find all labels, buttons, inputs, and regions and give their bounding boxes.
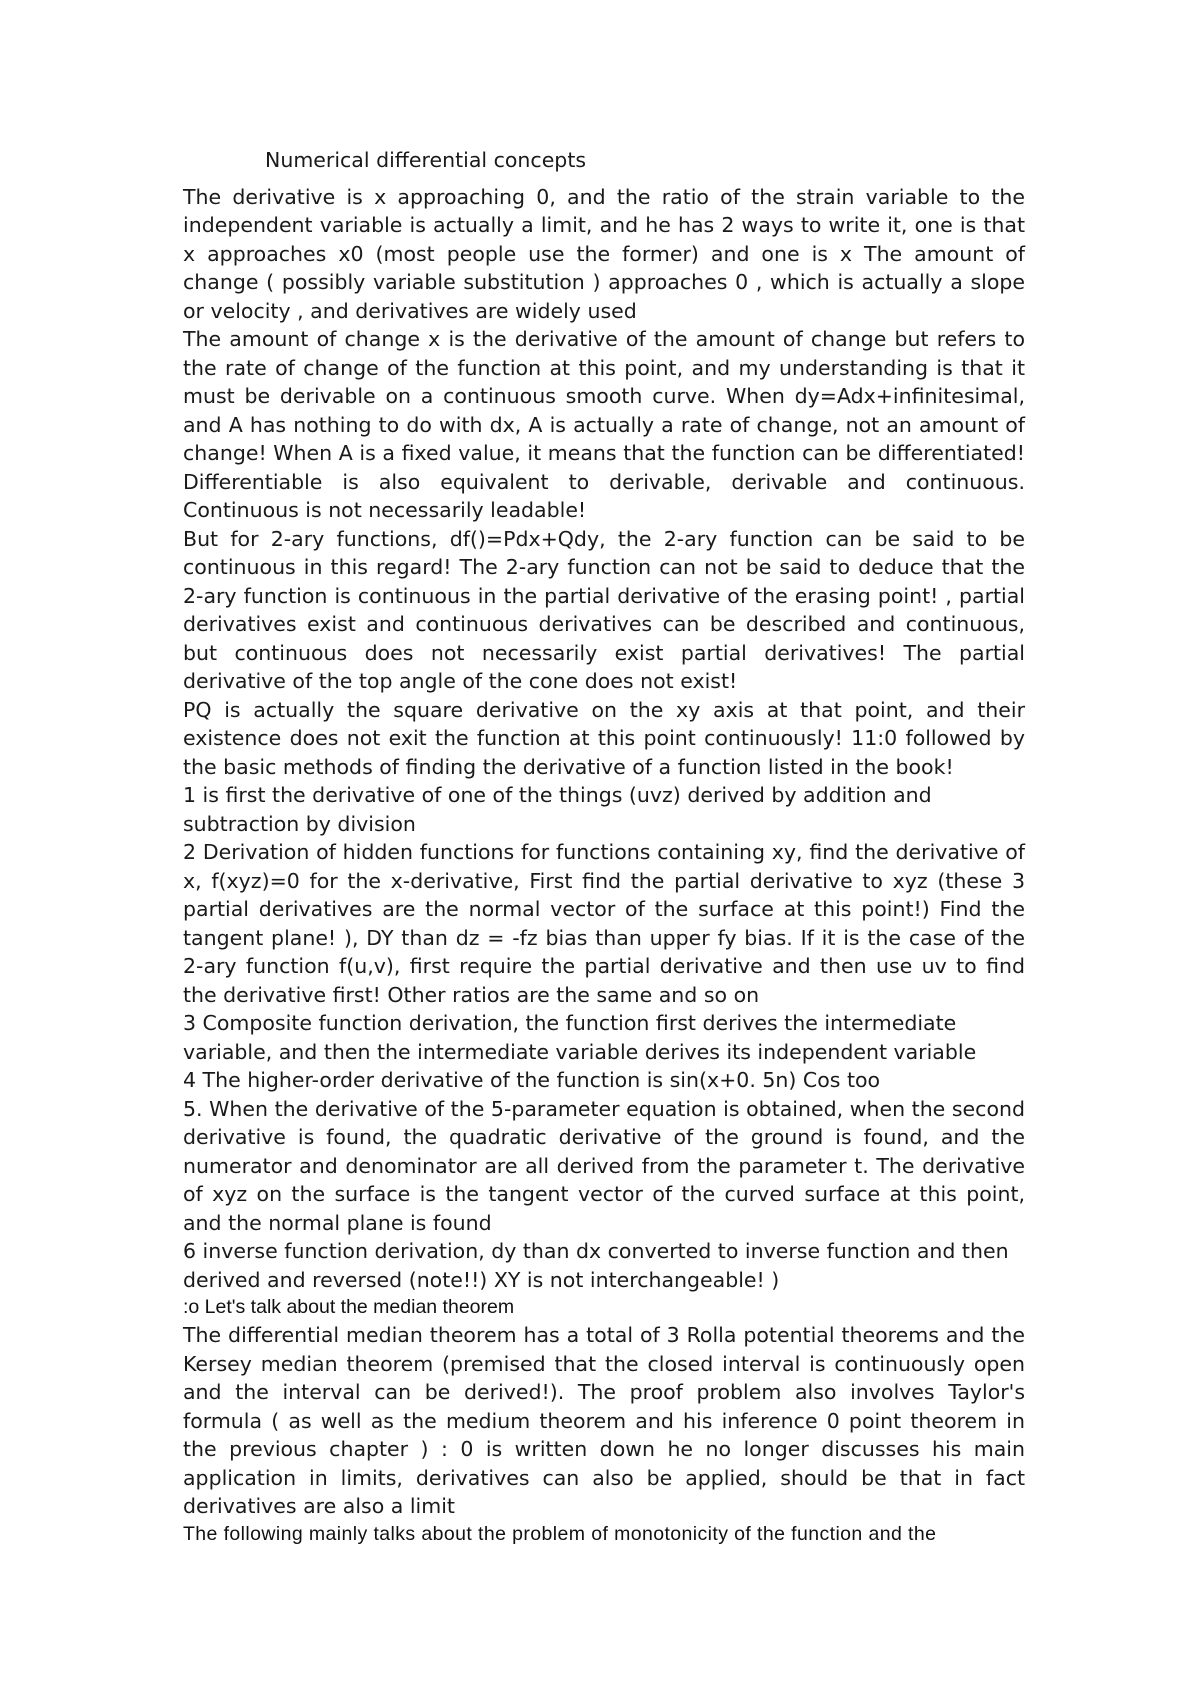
paragraph-item-3: 3 Composite function derivation, the function first derives the intermediate variable, and then the intermediate variable derives its independent variable bbox=[183, 1011, 977, 1064]
paragraph-amount-of-change: The amount of change x is the derivative of the amount of change but refers to the rate of change of the function at this point, and my understanding is that it must be derivable on a continuous smooth curve. When dy=Adx+infinitesimal, and A has nothing to do with dx, A is actually a rate of change, not an amount of change! When A is a fixed value, it means that the function can be differentiated! Differentiable is also equivalent to derivable, derivable and continuous. Continuous is not necessarily leadable! bbox=[183, 327, 1025, 522]
paragraph-monotonicity: The following mainly talks about the problem of monotonicity of the function and the bbox=[183, 1522, 937, 1545]
paragraph-item-2: 2 Derivation of hidden functions for functions containing xy, find the derivative of x, f(xyz)=0 for the x-derivative, First find the partial derivative to xyz (these 3 partial derivatives are the normal vector of the surface at this point!) Find the tangent plane! ), DY than dz = -fz bias than upper fy bias. If it is the case of the 2-ary function f(u,v), first require the partial derivative and then use uv to find the derivative first! Other ratios are the same and so on bbox=[183, 840, 1025, 1007]
paragraph-item-4: 4 The higher-order derivative of the function is sin(x+0. 5n) Cos too bbox=[183, 1068, 881, 1092]
paragraph-item-6: 6 inverse function derivation, dy than dx converted to inverse function and then derived and reversed (note!!) XY is not interchangeable! ) bbox=[183, 1239, 1009, 1292]
paragraph-item-5: 5. When the derivative of the 5-parameter equation is obtained, when the second derivative is found, the quadratic derivative of the ground is found, and the numerator and denominator are all derived from the parameter t. The derivative of xyz on the surface is the tangent vector of the curved surface at this point, and the normal plane is found bbox=[183, 1096, 1025, 1235]
document-body bbox=[183, 146, 1025, 1548]
paragraph-median-theorem-heading: :o Let's talk about the median theorem bbox=[183, 1296, 515, 1318]
document-title: Numerical differential concepts bbox=[265, 148, 587, 172]
paragraph-pq-partial: PQ is actually the square derivative on the xy axis at that point, and their existence does not exit the function at this point continuously! 11:0 followed by the basic methods of finding the derivative of a function listed in the book! bbox=[183, 697, 1025, 779]
paragraph-derivative-definition: The derivative is x approaching 0, and the ratio of the strain variable to the independent variable is actually a limit, and he has 2 ways to write it, one is that x approaches x0 (most people use the former) and one is x The amount of change ( possibly variable substitution ) approaches 0 , which is actually a slope or velocity , and derivatives are widely used bbox=[183, 184, 1025, 323]
paragraph-item-1: 1 is first the derivative of one of the things (uvz) derived by addition and subtraction by division bbox=[183, 783, 932, 836]
paragraph-two-ary-functions: But for 2-ary functions, df()=Pdx+Qdy, the 2-ary function can be said to be continuous in this regard! The 2-ary function can not be said to deduce that the 2-ary function is continuous in the partial derivative of the erasing point! , partial derivatives exist and continuous derivatives can be described and continuous, but continuous does not necessarily exist partial derivatives! The partial derivative of the top angle of the cone does not exist! bbox=[183, 526, 1025, 693]
paragraph-median-theorem: The differential median theorem has a total of 3 Rolla potential theorems and the Kersey median theorem (premised that the closed interval is continuously open and the interval can be derived!). The proof problem also involves Taylor's formula ( as well as the medium theorem and his inference 0 point theorem in the previous chapter ) : 0 is written down he no longer discusses his main application in limits, derivatives can also be applied, should be that in fact derivatives are also a limit bbox=[183, 1323, 1025, 1518]
